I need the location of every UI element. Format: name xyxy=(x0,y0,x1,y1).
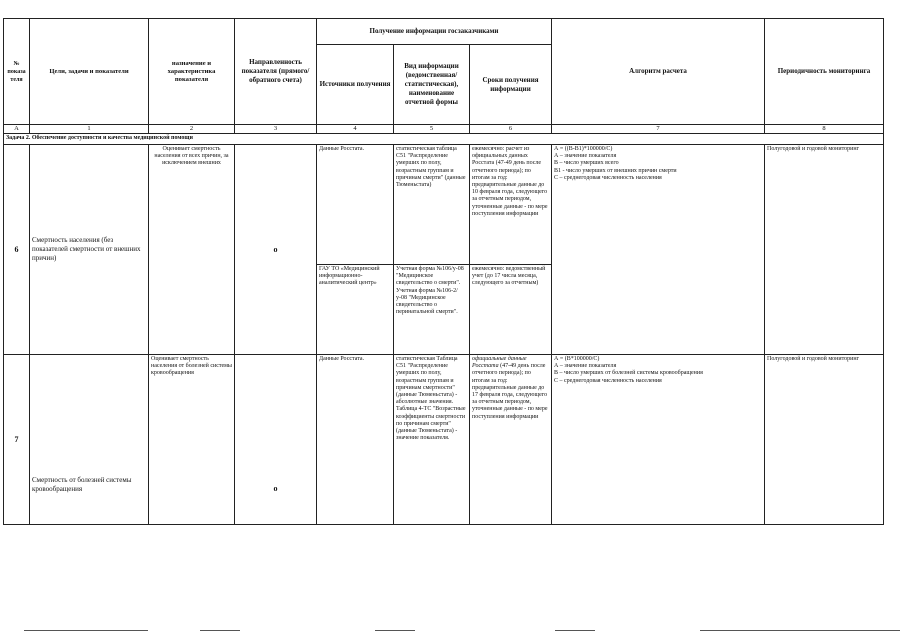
info-source: Данные Росстата. xyxy=(317,355,394,525)
info-type: статистическая таблица С51 "Распределение умерших по полу, возрастным группам и причинам смерти" (данные Тюменьстата) xyxy=(394,145,470,265)
header-col-direction: Направленность показателя (прямого/обратного счета) xyxy=(235,19,317,125)
algorithm-line: С – среднегодовая численность населения xyxy=(554,377,662,384)
monitoring-period: Полугодовой и годовой мониторинг xyxy=(765,355,884,525)
footer-rule xyxy=(375,630,415,631)
indicator-purpose: Оценивает смертность населения от болезней системы кровообращения xyxy=(149,355,235,525)
table-row xyxy=(4,355,884,525)
index-cell: 3 xyxy=(235,125,317,134)
calculation-algorithm xyxy=(552,145,765,355)
index-cell: А xyxy=(4,125,30,134)
index-cell: 7 xyxy=(552,125,765,134)
task-title: Задача 2. Обеспечение доступности и качества медицинской помощи xyxy=(4,134,884,145)
index-cell: 2 xyxy=(149,125,235,134)
header-col-purpose: назначение и характеристика показателя xyxy=(149,19,235,125)
monitoring-period: Полугодовой и годовой мониторинг xyxy=(765,145,884,355)
footer-rule xyxy=(200,630,240,631)
indicator-name: Смертность от болезней системы кровообращения xyxy=(30,355,149,525)
info-source: Данные Росстата. xyxy=(317,145,394,265)
header-group-title: Получение информации госзаказчиками xyxy=(317,19,552,45)
index-cell: 1 xyxy=(30,125,149,134)
index-row xyxy=(4,125,884,134)
header-col-num: № показа теля xyxy=(4,19,30,125)
algorithm-line: В – число умерших всего xyxy=(554,160,619,167)
info-type: Учетная форма №106/у-08 "Медицинское свидетельство о смерти". Учетная форма №106-2/у-08 "Медицинское свидетельство о перинатальной смерти". xyxy=(394,265,470,355)
index-cell: 5 xyxy=(394,125,470,134)
algorithm-line: А = (В*100000/С) xyxy=(554,356,600,362)
algorithm-line: В – число умерших от болезней системы кровообращения xyxy=(554,370,703,377)
indicator-direction: о xyxy=(235,145,317,355)
header-col-goals: Цели, задачи и показатели xyxy=(30,19,149,125)
footer-rule xyxy=(555,630,595,631)
header-col-algorithm: Алгоритм расчета xyxy=(552,19,765,125)
index-cell: 6 xyxy=(470,125,552,134)
header-col-monitoring: Периодичность мониторинга xyxy=(765,19,884,125)
row-number: 7 xyxy=(4,355,30,525)
info-deadline: ежемесячно: ведомственный учет (до 17 числа месяца, следующего за отчетным) xyxy=(470,265,552,355)
index-cell: 4 xyxy=(317,125,394,134)
info-deadline: ежемесячно: расчет из официальных данных Росстата (47-49 день после отчетного периода); по итогам за год: предварительные данные до 10 февраля года, следующего за отчетным периодом, уточненные данные - по мере поступления информации xyxy=(470,145,552,265)
deadline-lead: официальные данные Росстата xyxy=(472,356,527,370)
indicators-table xyxy=(3,18,884,525)
algorithm-line: С – среднегодовая численность населения xyxy=(554,174,662,181)
table-row xyxy=(4,145,884,265)
indicator-purpose: Оценивает смертность населения от всех причин, за исключением внешних xyxy=(149,145,235,355)
algorithm-line: А – значение показателя xyxy=(554,153,617,160)
indicator-name: Смертность населения (без показателей смертности от внешних причин) xyxy=(30,145,149,355)
info-type: статистическая Таблица С51 "Распределение умерших по полу, возрастным группам и причинам смертности" (данные Тюменьстата) - абсолютные значения. Таблица 4-ТС "Возрастные коэффициенты смертности по причинам смерти" (данные Тюменьстата) - значение показателя. xyxy=(394,355,470,525)
info-source: ГАУ ТО «Медицинский информационно-аналитический центр» xyxy=(317,265,394,355)
calculation-algorithm xyxy=(552,355,765,525)
algorithm-line: В1 - число умерших от внешних причин смерти xyxy=(554,167,677,174)
algorithm-line: А – значение показателя xyxy=(554,363,617,370)
header-col-info-type: Вид информации (ведомственная/статистическая), наименование отчетной формы xyxy=(394,45,470,125)
indicator-direction: о xyxy=(235,355,317,525)
algorithm-line: А = ((В-В1)*100000/С) xyxy=(554,146,613,152)
header-col-deadline: Сроки получения информации xyxy=(470,45,552,125)
info-deadline xyxy=(470,355,552,525)
header-col-source: Источники получения xyxy=(317,45,394,125)
row-number: 6 xyxy=(4,145,30,355)
deadline-text: (47-49 день после отчетного периода); по итогам за год: предварительные данные до 17 февраля года, следующего за отчетным периодом, уточненные данные - по мере поступления информации xyxy=(472,363,548,420)
footer-rule xyxy=(24,630,148,631)
index-cell: 8 xyxy=(765,125,884,134)
footer-rule xyxy=(700,630,900,631)
